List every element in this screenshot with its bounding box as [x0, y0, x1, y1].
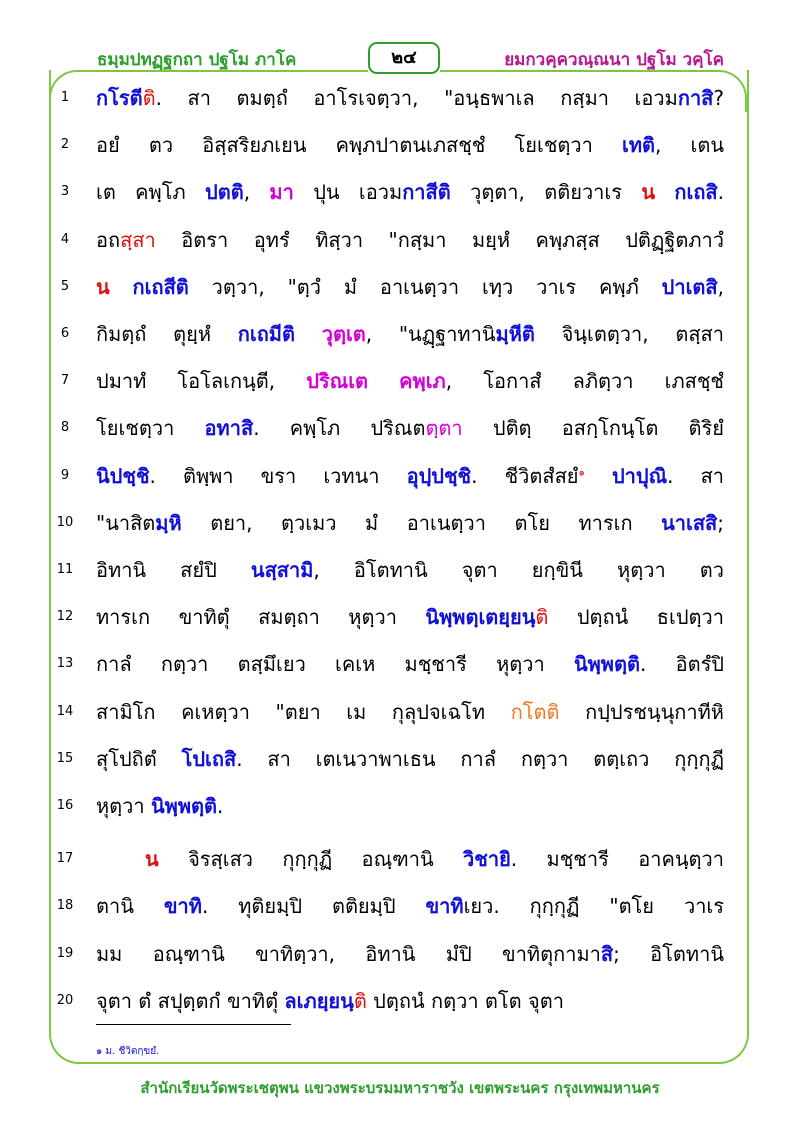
text-span	[110, 275, 133, 299]
line-text	[96, 412, 724, 444]
highlighted-word: วุตฺเต	[321, 322, 366, 346]
text-line	[0, 884, 800, 930]
text-span: , อิโตทานิ จุตา ยกฺขินี หุตฺวา ตว	[313, 558, 725, 582]
highlighted-word: สฺสา	[120, 227, 156, 252]
line-text	[96, 224, 724, 256]
line-text	[96, 318, 724, 350]
line-text	[96, 129, 724, 161]
line-text	[96, 985, 724, 1017]
text-span: . ติพฺพา ขรา เวทนา	[149, 463, 407, 488]
highlighted-word: กโรตี	[96, 86, 143, 110]
text-span: "นาสิต	[96, 510, 156, 535]
text-span: ,	[243, 180, 270, 205]
text-span: ปตฺถนํ กตฺวา ตโต จุตา	[366, 988, 564, 1013]
highlighted-word: ปตติ	[205, 180, 244, 205]
highlighted-word: กโตติ	[510, 699, 560, 724]
highlighted-word: วิชายิ	[463, 847, 511, 872]
highlighted-word: โปเถสิ	[181, 746, 237, 771]
text-span: ปติตฺ อสกฺโกนฺโต ติริยํ	[462, 416, 724, 441]
page-footer: สำนักเรียนวัดพระเชตุพน แขวงพระบรมมหาราชวัง เขตพระนคร กรุงเทพมหานคร	[140, 1079, 660, 1097]
line-text	[96, 507, 724, 539]
text-span: . สา	[667, 463, 725, 488]
line-text	[96, 554, 724, 586]
highlighted-word: ขาทิ	[163, 894, 202, 919]
text-span: . สา เตเนวาพาเธน กาลํ กตฺวา ตตฺเถว กุกฺกุฏี	[236, 746, 724, 771]
line-text	[96, 743, 724, 775]
footnote: ๑ ม. ชีวิตกฺขยํ.	[96, 1046, 160, 1057]
text-line	[0, 123, 800, 169]
text-line	[0, 501, 800, 547]
line-number: 12	[56, 609, 74, 625]
text-span: , "นฏฺฐาทานิ	[365, 322, 496, 346]
line-text	[96, 601, 724, 633]
line-text	[96, 648, 724, 680]
text-span	[655, 180, 674, 204]
line-number: 19	[56, 945, 74, 961]
text-span: กปฺปรชนฺนุกาทีหิ	[559, 699, 724, 724]
text-line	[0, 979, 800, 1025]
text-line	[0, 642, 800, 688]
text-line	[0, 312, 800, 358]
highlighted-word: กเถสิ	[674, 180, 718, 205]
text-line	[0, 932, 800, 978]
page-number: ๒๔	[368, 42, 440, 74]
line-number: 8	[60, 420, 70, 436]
text-span: , โอกาสํ ลภิตฺวา เภสชฺชํ	[445, 369, 724, 394]
line-text	[96, 890, 724, 922]
highlighted-suffix: ติ	[142, 86, 156, 110]
highlighted-word: ปาเตสิ	[661, 274, 718, 299]
text-line	[0, 784, 800, 830]
highlighted-word: คพฺเภ	[399, 369, 446, 394]
highlighted-word: มฺหิ	[155, 510, 182, 535]
text-line	[0, 218, 800, 264]
text-span: ,	[717, 274, 724, 299]
text-span: อยํ ตว อิสฺสริยภเยน คพฺภปาตนเภสชฺชํ โยเชตฺวา	[96, 133, 622, 158]
highlighted-suffix: ติ	[535, 605, 549, 630]
text-span: กาลํ กตฺวา ตสฺมึเยว เคเห มชฺชารี หุตฺวา	[96, 652, 574, 677]
text-span: ปมาทํ โอโลเกนฺตี,	[96, 369, 307, 394]
text-span: เยว. กุกฺกุฏี "ตโย วาเร	[463, 894, 724, 919]
text-span: อิทานิ สยํปิ	[96, 558, 251, 582]
line-text	[96, 938, 724, 970]
text-span: สุโปถิตํ	[96, 746, 182, 771]
highlighted-suffix: ติ	[353, 988, 367, 1013]
text-span: .	[717, 180, 724, 205]
highlighted-word: น	[641, 180, 656, 205]
text-span: วตฺวา, "ตฺวํ มํ อาเนตฺวา เทฺว วาเร คพฺภํ	[188, 274, 662, 299]
line-text	[96, 176, 724, 208]
text-span: สามิโก คเหตฺวา "ตยา เม กุลุปจเฉโท	[96, 699, 511, 724]
line-text	[145, 843, 724, 875]
highlighted-word: อทาสิ	[204, 416, 254, 441]
highlighted-word: นิพฺพตฺติ	[573, 652, 640, 677]
text-span: . อิตรํปิ	[639, 652, 725, 677]
line-number: 2	[60, 137, 70, 153]
text-span	[585, 464, 612, 488]
line-number: 9	[60, 467, 70, 483]
text-span: . คพฺโภ ปริณต	[253, 416, 426, 441]
highlighted-word: กาสิ	[677, 86, 714, 110]
text-span: โยเชตฺวา	[96, 416, 205, 441]
text-line	[0, 265, 800, 311]
line-text	[96, 696, 724, 728]
line-number: 7	[60, 373, 70, 389]
text-span: ; อิโตทานิ	[613, 941, 724, 966]
line-text	[96, 82, 724, 114]
highlighted-word: ปริณเต	[306, 369, 369, 394]
highlighted-word: นสฺสามิ	[250, 558, 314, 582]
text-line	[0, 406, 800, 452]
text-span: ตานิ	[96, 894, 164, 919]
highlighted-word: นิปชฺชิ	[96, 463, 150, 488]
highlighted-word: นาเสสิ	[661, 510, 718, 535]
highlighted-word: อุปฺปชฺชิ	[406, 463, 472, 488]
text-line	[0, 690, 800, 736]
line-number: 6	[60, 326, 70, 341]
text-span: อถ	[96, 227, 121, 252]
highlighted-word: นิพฺพตฺติ	[151, 794, 218, 818]
text-span: เต คพฺโภ	[96, 180, 206, 205]
text-span: วุตฺตา, ตติยวาเร	[450, 180, 642, 205]
highlighted-word: นิพฺพตฺเตยฺยนฺ	[425, 605, 536, 630]
line-number: 4	[60, 231, 70, 247]
highlighted-word: กเถสีติ	[132, 274, 189, 299]
line-number: 17	[56, 851, 74, 867]
line-text	[96, 271, 724, 303]
text-line	[0, 595, 800, 641]
line-number: 1	[60, 90, 70, 105]
text-span: .	[217, 794, 224, 818]
line-number: 11	[56, 562, 74, 577]
text-span: ทารเก ขาทิตุํ สมตฺถา หุตฺวา	[96, 605, 426, 630]
text-span: , เตน	[655, 133, 724, 158]
line-number: 16	[56, 798, 74, 813]
line-text	[96, 790, 724, 822]
text-span: . สา ตมตฺถํ อาโรเจตฺวา, "อนฺธพาเล กสฺมา เอวม	[155, 86, 678, 110]
highlighted-word: น	[96, 274, 110, 299]
text-line	[0, 837, 800, 883]
text-span	[295, 322, 322, 346]
highlighted-word: มา	[269, 180, 294, 205]
text-span	[368, 369, 399, 393]
text-line	[0, 737, 800, 783]
text-span: ;	[717, 510, 724, 535]
text-span: ตยา, ตฺวเมว มํ อาเนตฺวา ตโย ทารเก	[181, 510, 662, 535]
line-number: 3	[60, 184, 70, 200]
text-span: ?	[713, 86, 724, 110]
text-span: ปตฺถนํ ธเปตฺวา	[548, 605, 724, 630]
text-line	[0, 359, 800, 405]
text-span: . มชฺชารี อาคนฺตฺวา	[510, 847, 724, 872]
line-number: 14	[56, 703, 74, 719]
highlighted-word: กเถมีติ	[237, 322, 295, 346]
highlighted-word: เทติ	[621, 133, 655, 158]
highlighted-word: ตฺตา	[425, 416, 463, 441]
line-number: 20	[56, 992, 74, 1008]
text-line	[0, 548, 800, 594]
text-line	[0, 170, 800, 216]
highlighted-word: ๑	[578, 466, 585, 478]
highlighted-word: กาสีติ	[402, 180, 451, 205]
text-span: ปุน เอวม	[293, 180, 403, 205]
line-text	[96, 460, 724, 492]
section-title: ยมกวคฺควณฺณนา ปฐโม วคฺโค	[504, 50, 724, 70]
highlighted-word: มฺหีติ	[495, 322, 535, 346]
book-title: ธมฺมปทฏฺฐกถา ปฐโม ภาโค	[97, 50, 297, 70]
highlighted-word: ลเภยฺยนฺ	[284, 988, 354, 1013]
text-span: จิรสฺเสว กุกฺกุฏี อณฺฑานิ	[158, 847, 464, 872]
line-number: 18	[56, 898, 74, 914]
line-number: 10	[56, 514, 74, 530]
footnote-rule	[96, 1024, 291, 1025]
line-number: 13	[56, 656, 74, 672]
highlighted-word: ปาปุณิ	[611, 463, 668, 488]
text-span: . ทุติยมฺปิ ตติยมฺปิ	[201, 894, 426, 919]
text-line	[0, 454, 800, 500]
text-span: มม อณฺฑานิ ขาทิตฺวา, อิทานิ มํปิ ขาทิตุกามา	[96, 941, 601, 966]
text-span: จินฺเตตฺวา, ตสฺสา	[534, 322, 724, 346]
text-span: จุตา ตํ สปุตฺตกํ ขาทิตุํ	[96, 988, 285, 1013]
line-number: 15	[56, 750, 74, 766]
highlighted-word: น	[145, 847, 159, 872]
text-span: อิตรา อุทรํ ทิสฺวา "กสฺมา มยฺหํ คพฺภสฺส ปติฏฺฐิตภาวํ	[155, 227, 724, 252]
text-line	[0, 76, 800, 122]
text-span: กิมตฺถํ ตุยฺหํ	[96, 322, 238, 346]
line-text	[96, 365, 724, 397]
highlighted-word: สิ	[600, 941, 614, 966]
highlighted-word: ขาทิ	[425, 894, 464, 919]
line-number: 5	[60, 278, 70, 294]
text-span: . ชีวิตสํสยํ	[471, 463, 579, 488]
text-span: หุตฺวา	[96, 794, 151, 818]
